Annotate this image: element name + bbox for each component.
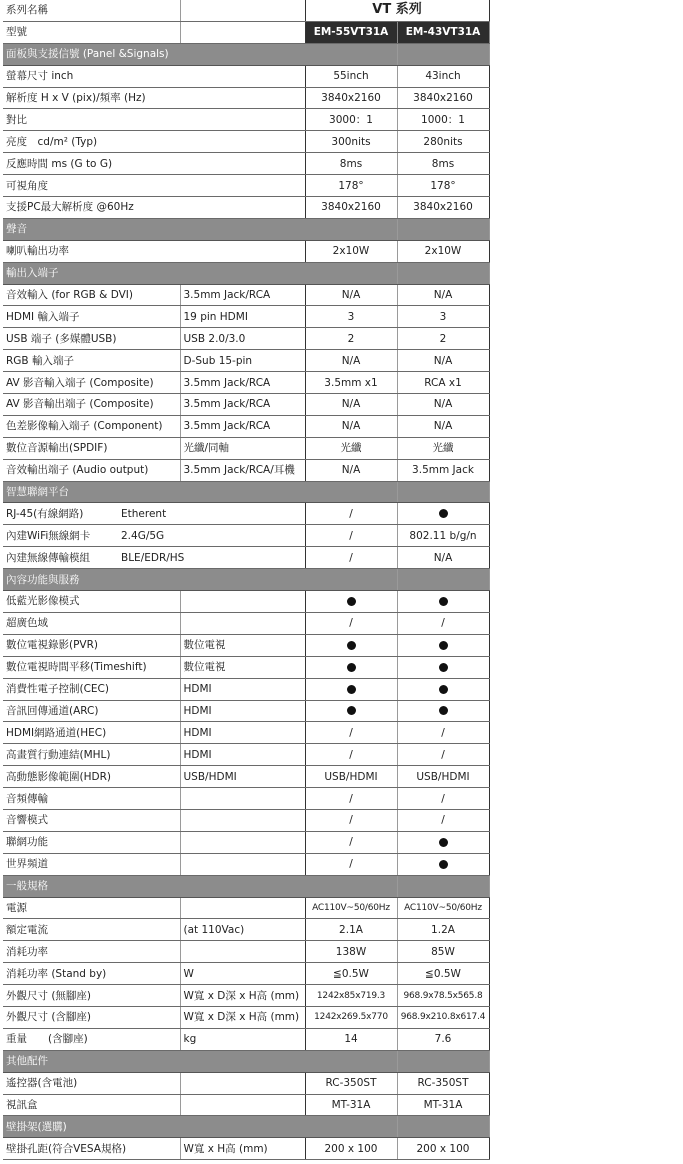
spec-label: 解析度 H x V (pix)/頻率 (Hz) — [3, 87, 305, 109]
supported-dot-icon — [347, 663, 356, 672]
value-em-43vt31a: / — [397, 788, 489, 810]
value-em-55vt31a: 光纖 — [305, 437, 397, 459]
spec-row — [3, 700, 489, 722]
spec-label: 喇叭輸出功率 — [3, 240, 305, 262]
spec-detail: W — [180, 963, 305, 985]
value-em-55vt31a: N/A — [305, 415, 397, 437]
value-em-43vt31a: 3 — [397, 306, 489, 328]
spec-row — [3, 437, 489, 459]
model-label: 型號 — [3, 21, 180, 43]
value-em-55vt31a: 3840x2160 — [305, 87, 397, 109]
value-em-43vt31a: 2x10W — [397, 240, 489, 262]
spec-detail — [180, 809, 305, 831]
spec-detail: 數位電視 — [180, 634, 305, 656]
value-em-43vt31a: 802.11 b/g/n — [397, 525, 489, 547]
spec-label: 內建WiFi無線網卡 — [6, 529, 91, 542]
spec-label: HDMI網路通道(HEC) — [3, 722, 180, 744]
value-em-55vt31a: 178° — [305, 175, 397, 197]
section-blank-55 — [305, 218, 397, 240]
section-blank-55 — [305, 262, 397, 284]
spec-detail: W寬 x D深 x H高 (mm) — [180, 1006, 305, 1028]
value-em-55vt31a: / — [305, 525, 397, 547]
spec-label: 消費性電子控制(CEC) — [3, 678, 180, 700]
value-em-55vt31a — [305, 700, 397, 722]
spec-label: 電源 — [3, 897, 180, 919]
spec-detail: D-Sub 15-pin — [180, 350, 305, 372]
spec-table — [3, 0, 490, 1160]
spec-label: 支援PC最大解析度 @60Hz — [3, 197, 305, 219]
value-em-43vt31a: 光纖 — [397, 437, 489, 459]
spec-inline-detail: BLE/EDR/HS — [121, 551, 185, 564]
spec-detail: 19 pin HDMI — [180, 306, 305, 328]
spec-label: 遙控器(含電池) — [3, 1072, 180, 1094]
value-em-55vt31a: N/A — [305, 350, 397, 372]
spec-row — [3, 919, 489, 941]
spec-detail — [180, 788, 305, 810]
spec-row — [3, 1028, 489, 1050]
spec-label: 額定電流 — [3, 919, 180, 941]
spec-row — [3, 240, 489, 262]
section-header-row — [3, 1050, 489, 1072]
spec-detail — [180, 612, 305, 634]
spec-row — [3, 131, 489, 153]
section-header-row — [3, 875, 489, 897]
spec-label: RJ-45(有線網路) — [6, 507, 84, 520]
section-blank-55 — [305, 43, 397, 65]
series-name-label: 系列名稱 — [3, 0, 180, 21]
value-em-43vt31a: 280nits — [397, 131, 489, 153]
spec-row — [3, 328, 489, 350]
section-blank-55 — [305, 1050, 397, 1072]
spec-label: AV 影音輸出端子 (Composite) — [3, 394, 180, 416]
spec-label: 反應時間 ms (G to G) — [3, 153, 305, 175]
section-blank-55 — [305, 481, 397, 503]
spec-label: AV 影音輸入端子 (Composite) — [3, 372, 180, 394]
model-label-blank — [180, 21, 305, 43]
spec-row — [3, 788, 489, 810]
value-em-55vt31a: 1242x269.5x770 — [305, 1006, 397, 1028]
section-header-row — [3, 1116, 489, 1138]
value-em-43vt31a: AC110V~50/60Hz — [397, 897, 489, 919]
value-em-55vt31a: 55inch — [305, 65, 397, 87]
section-blank-55 — [305, 569, 397, 591]
spec-detail: 3.5mm Jack/RCA — [180, 415, 305, 437]
spec-row — [3, 153, 489, 175]
spec-row — [3, 634, 489, 656]
spec-label: 世界頻道 — [3, 853, 180, 875]
value-em-55vt31a: 138W — [305, 941, 397, 963]
section-blank-55 — [305, 875, 397, 897]
spec-detail: HDMI — [180, 678, 305, 700]
spec-label: 數位電視錄影(PVR) — [3, 634, 180, 656]
spec-detail: kg — [180, 1028, 305, 1050]
spec-label: 重量 (含腳座) — [3, 1028, 180, 1050]
spec-row — [3, 525, 489, 547]
spec-row — [3, 1094, 489, 1116]
spec-row — [3, 197, 489, 219]
spec-label: 低藍光影像模式 — [3, 591, 180, 613]
spec-inline-detail: 2.4G/5G — [121, 529, 165, 542]
spec-label: 高動態影像範圍(HDR) — [3, 766, 180, 788]
value-em-43vt31a: 3840x2160 — [397, 87, 489, 109]
value-em-55vt31a — [305, 634, 397, 656]
value-em-43vt31a: RC-350ST — [397, 1072, 489, 1094]
section-title: 內容功能與服務 — [3, 569, 305, 591]
spec-row — [3, 175, 489, 197]
spec-row — [3, 503, 489, 525]
value-em-43vt31a: 2 — [397, 328, 489, 350]
value-em-43vt31a: 1.2A — [397, 919, 489, 941]
section-header-row — [3, 43, 489, 65]
model-header-row — [3, 21, 489, 43]
section-title: 壁掛架(選購) — [3, 1116, 305, 1138]
spec-row — [3, 87, 489, 109]
spec-detail — [180, 1072, 305, 1094]
section-blank-43 — [397, 262, 489, 284]
spec-detail: W寬 x H高 (mm) — [180, 1138, 305, 1160]
section-blank-43 — [397, 218, 489, 240]
value-em-43vt31a: N/A — [397, 350, 489, 372]
value-em-55vt31a: 2.1A — [305, 919, 397, 941]
supported-dot-icon — [347, 685, 356, 694]
spec-row — [3, 831, 489, 853]
spec-row — [3, 306, 489, 328]
value-em-55vt31a — [305, 656, 397, 678]
spec-label: 外觀尺寸 (含腳座) — [3, 1006, 180, 1028]
spec-row — [3, 459, 489, 481]
value-em-43vt31a — [397, 853, 489, 875]
value-em-55vt31a: 3.5mm x1 — [305, 372, 397, 394]
spec-row — [3, 547, 489, 569]
value-em-55vt31a: USB/HDMI — [305, 766, 397, 788]
supported-dot-icon — [439, 838, 448, 847]
spec-detail — [180, 1094, 305, 1116]
value-em-55vt31a: 8ms — [305, 153, 397, 175]
value-em-55vt31a — [305, 591, 397, 613]
value-em-43vt31a: 968.9x210.8x617.4 — [397, 1006, 489, 1028]
spec-label: 超廣色域 — [3, 612, 180, 634]
spec-label: 外觀尺寸 (無腳座) — [3, 985, 180, 1007]
section-title: 一般規格 — [3, 875, 305, 897]
spec-row — [3, 985, 489, 1007]
supported-dot-icon — [439, 860, 448, 869]
spec-detail: (at 110Vac) — [180, 919, 305, 941]
spec-row — [3, 109, 489, 131]
value-em-43vt31a: N/A — [397, 284, 489, 306]
value-em-43vt31a: / — [397, 744, 489, 766]
section-title: 輸出入端子 — [3, 262, 305, 284]
spec-row — [3, 941, 489, 963]
value-em-43vt31a: 200 x 100 — [397, 1138, 489, 1160]
spec-label: 消耗功率 (Stand by) — [3, 963, 180, 985]
spec-detail: HDMI — [180, 700, 305, 722]
value-em-43vt31a — [397, 634, 489, 656]
spec-label: 螢幕尺寸 inch — [3, 65, 305, 87]
spec-detail — [180, 897, 305, 919]
spec-label: 數位音源輸出(SPDIF) — [3, 437, 180, 459]
supported-dot-icon — [439, 597, 448, 606]
section-blank-43 — [397, 1050, 489, 1072]
supported-dot-icon — [439, 509, 448, 518]
spec-detail — [180, 853, 305, 875]
spec-label: 內建無線傳輸模組 — [6, 551, 90, 564]
value-em-55vt31a: / — [305, 853, 397, 875]
value-em-43vt31a: / — [397, 612, 489, 634]
spec-detail: 3.5mm Jack/RCA/耳機 — [180, 459, 305, 481]
value-em-43vt31a: 1000：1 — [397, 109, 489, 131]
spec-label: 數位電視時間平移(Timeshift) — [3, 656, 180, 678]
spec-row — [3, 897, 489, 919]
spec-row — [3, 372, 489, 394]
section-title: 聲音 — [3, 218, 305, 240]
section-title: 其他配件 — [3, 1050, 305, 1072]
spec-row — [3, 656, 489, 678]
spec-row — [3, 809, 489, 831]
value-em-55vt31a — [305, 678, 397, 700]
spec-label: USB 端子 (多媒體USB) — [3, 328, 180, 350]
supported-dot-icon — [347, 706, 356, 715]
section-header-row — [3, 218, 489, 240]
value-em-43vt31a — [397, 656, 489, 678]
spec-label: 聯網功能 — [3, 831, 180, 853]
spec-label: 色差影像輸入端子 (Component) — [3, 415, 180, 437]
value-em-55vt31a: ≦0.5W — [305, 963, 397, 985]
section-blank-43 — [397, 43, 489, 65]
value-em-55vt31a: N/A — [305, 459, 397, 481]
section-header-row — [3, 262, 489, 284]
value-em-55vt31a: / — [305, 744, 397, 766]
spec-label: 高畫質行動連結(MHL) — [3, 744, 180, 766]
section-header-row — [3, 569, 489, 591]
spec-row — [3, 1138, 489, 1160]
supported-dot-icon — [439, 641, 448, 650]
value-em-55vt31a: 300nits — [305, 131, 397, 153]
model-55-header: EM-55VT31A — [305, 21, 397, 43]
value-em-55vt31a: 1242x85x719.3 — [305, 985, 397, 1007]
value-em-43vt31a: N/A — [397, 415, 489, 437]
value-em-43vt31a: 8ms — [397, 153, 489, 175]
spec-detail — [180, 831, 305, 853]
value-em-55vt31a: 2x10W — [305, 240, 397, 262]
spec-detail — [180, 941, 305, 963]
series-name-blank — [180, 0, 305, 21]
value-em-55vt31a: N/A — [305, 394, 397, 416]
spec-label: 音響模式 — [3, 809, 180, 831]
value-em-55vt31a: 200 x 100 — [305, 1138, 397, 1160]
spec-row — [3, 415, 489, 437]
spec-detail: 3.5mm Jack/RCA — [180, 284, 305, 306]
value-em-55vt31a: 3840x2160 — [305, 197, 397, 219]
supported-dot-icon — [439, 663, 448, 672]
spec-label: HDMI 輸入端子 — [3, 306, 180, 328]
section-blank-55 — [305, 1116, 397, 1138]
value-em-43vt31a: / — [397, 809, 489, 831]
spec-label: 音訊回傳通道(ARC) — [3, 700, 180, 722]
value-em-55vt31a: N/A — [305, 284, 397, 306]
value-em-55vt31a: AC110V~50/60Hz — [305, 897, 397, 919]
value-em-43vt31a — [397, 678, 489, 700]
spec-detail: 數位電視 — [180, 656, 305, 678]
spec-label: 壁掛孔距(符合VESA規格) — [3, 1138, 180, 1160]
supported-dot-icon — [347, 597, 356, 606]
section-blank-43 — [397, 875, 489, 897]
value-em-43vt31a: MT-31A — [397, 1094, 489, 1116]
spec-row — [3, 678, 489, 700]
spec-label: 音效輸出端子 (Audio output) — [3, 459, 180, 481]
spec-row — [3, 766, 489, 788]
spec-row — [3, 394, 489, 416]
value-em-55vt31a: RC-350ST — [305, 1072, 397, 1094]
spec-detail: USB 2.0/3.0 — [180, 328, 305, 350]
spec-row — [3, 65, 489, 87]
value-em-43vt31a: USB/HDMI — [397, 766, 489, 788]
section-blank-43 — [397, 1116, 489, 1138]
spec-label-cell — [3, 547, 305, 569]
value-em-43vt31a: 43inch — [397, 65, 489, 87]
value-em-55vt31a: / — [305, 503, 397, 525]
value-em-43vt31a — [397, 831, 489, 853]
spec-row — [3, 284, 489, 306]
spec-label-cell — [3, 503, 305, 525]
value-em-55vt31a: 14 — [305, 1028, 397, 1050]
spec-inline-detail: Etherent — [121, 507, 167, 520]
value-em-55vt31a: / — [305, 722, 397, 744]
value-em-55vt31a: / — [305, 788, 397, 810]
value-em-55vt31a: / — [305, 831, 397, 853]
spec-detail: 3.5mm Jack/RCA — [180, 372, 305, 394]
spec-label: 亮度 cd/m² (Typ) — [3, 131, 305, 153]
section-blank-43 — [397, 569, 489, 591]
spec-detail — [180, 591, 305, 613]
value-em-43vt31a: N/A — [397, 394, 489, 416]
spec-label: 可視角度 — [3, 175, 305, 197]
section-blank-43 — [397, 481, 489, 503]
value-em-43vt31a: N/A — [397, 547, 489, 569]
spec-label: RGB 輸入端子 — [3, 350, 180, 372]
value-em-55vt31a: MT-31A — [305, 1094, 397, 1116]
section-title: 面板與支援信號 (Panel &Signals) — [3, 43, 305, 65]
value-em-43vt31a: 7.6 — [397, 1028, 489, 1050]
value-em-43vt31a: 3.5mm Jack — [397, 459, 489, 481]
spec-label: 視訊盒 — [3, 1094, 180, 1116]
supported-dot-icon — [439, 685, 448, 694]
spec-label: 音頻傳輸 — [3, 788, 180, 810]
spec-row — [3, 963, 489, 985]
series-name-value: VT 系列 — [305, 0, 489, 21]
spec-detail: 光纖/同軸 — [180, 437, 305, 459]
spec-table-body — [3, 0, 489, 1160]
spec-label: 音效輸入 (for RGB & DVI) — [3, 284, 180, 306]
value-em-55vt31a: 2 — [305, 328, 397, 350]
value-em-43vt31a: / — [397, 722, 489, 744]
value-em-43vt31a: 968.9x78.5x565.8 — [397, 985, 489, 1007]
value-em-43vt31a: 85W — [397, 941, 489, 963]
spec-detail: HDMI — [180, 722, 305, 744]
spec-row — [3, 1006, 489, 1028]
spec-row — [3, 722, 489, 744]
series-name-row — [3, 0, 489, 21]
spec-row — [3, 744, 489, 766]
spec-label: 消耗功率 — [3, 941, 180, 963]
spec-row — [3, 1072, 489, 1094]
spec-row — [3, 350, 489, 372]
spec-detail: 3.5mm Jack/RCA — [180, 394, 305, 416]
value-em-43vt31a: 178° — [397, 175, 489, 197]
value-em-43vt31a: RCA x1 — [397, 372, 489, 394]
value-em-43vt31a — [397, 503, 489, 525]
value-em-55vt31a: / — [305, 547, 397, 569]
spec-row — [3, 853, 489, 875]
supported-dot-icon — [347, 641, 356, 650]
spec-row — [3, 591, 489, 613]
value-em-55vt31a: 3000：1 — [305, 109, 397, 131]
value-em-43vt31a: ≦0.5W — [397, 963, 489, 985]
value-em-55vt31a: / — [305, 809, 397, 831]
spec-label: 對比 — [3, 109, 305, 131]
value-em-55vt31a: 3 — [305, 306, 397, 328]
value-em-43vt31a — [397, 700, 489, 722]
spec-label-cell — [3, 525, 305, 547]
value-em-43vt31a: 3840x2160 — [397, 197, 489, 219]
supported-dot-icon — [439, 706, 448, 715]
spec-detail: HDMI — [180, 744, 305, 766]
model-43-header: EM-43VT31A — [397, 21, 489, 43]
value-em-43vt31a — [397, 591, 489, 613]
section-header-row — [3, 481, 489, 503]
spec-row — [3, 612, 489, 634]
section-title: 智慧聯網平台 — [3, 481, 305, 503]
value-em-55vt31a: / — [305, 612, 397, 634]
spec-detail: USB/HDMI — [180, 766, 305, 788]
spec-detail: W寬 x D深 x H高 (mm) — [180, 985, 305, 1007]
